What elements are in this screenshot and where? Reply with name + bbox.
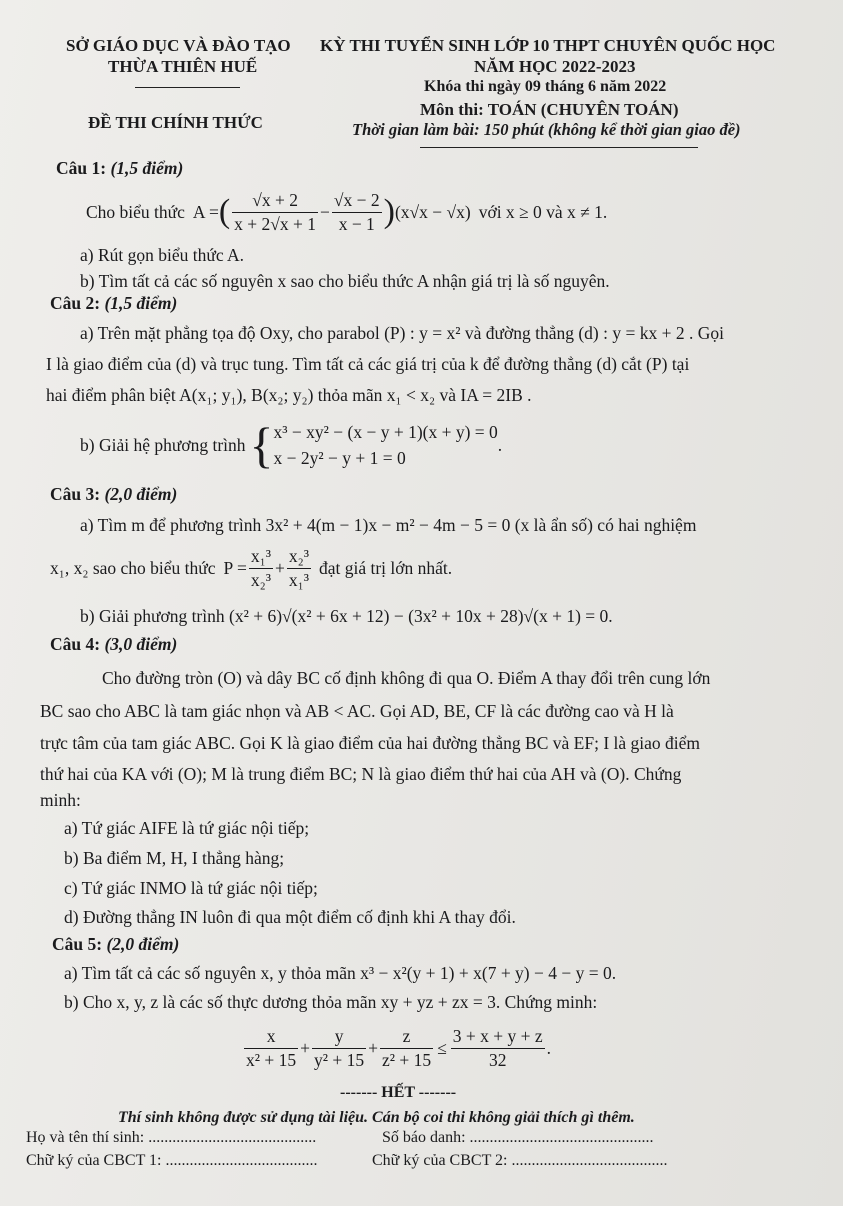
candidate-number-label: Số báo danh: .............................................. [382,1129,654,1146]
question-4-heading [50,634,177,655]
question-4a: a) Tứ giác AIFE là tứ giác nội tiếp; [64,818,310,838]
question-5-heading [52,934,179,955]
candidate-name-label: Họ và tên thí sinh: .......................................... [26,1129,317,1146]
question-1-heading [56,158,183,179]
close-paren: ) [383,193,395,230]
fraction-1 [232,190,318,235]
open-paren: ( [218,193,231,230]
department-line-2: THỪA THIÊN HUẾ [108,57,258,76]
question-4-title: Câu 4: [50,634,101,654]
expr-p-lhs: P = [223,557,247,578]
question-2a-line-3: hai điểm phân biệt A(x₁; y₁), B(x₂; y₂) thỏa mãn x₁ < x₂ và IA = 2IB . [46,385,532,405]
question-4-paragraph-1: Cho đường tròn (O) và dây BC cố định không đi qua O. Điểm A thay đổi trên cung lớn [102,668,711,688]
invigilator-2-signature-label: Chữ ký của CBCT 2: ....................................... [372,1152,668,1169]
question-5b: b) Cho x, y, z là các số thực dương thỏa mãn xy + yz + zx = 3. Chứng minh: [64,992,598,1012]
plus-sign: + [300,1037,310,1058]
ineq-rhs-numerator: 3 + x + y + z [451,1026,545,1049]
question-3a-line-1: a) Tìm m để phương trình 3x² + 4(m − 1)x − m² − 4m − 5 = 0 (x là ẩn số) có hai nghiệm [80,515,697,535]
exam-duration: Thời gian làm bài: 150 phút (không kể thời gian giao đề) [352,120,741,139]
question-3-title: Câu 3: [50,484,101,504]
question-4-paragraph-5: minh: [40,790,81,810]
question-1-points: (1,5 điểm) [110,158,184,178]
ineq-fraction-z-denominator: z² + 15 [382,1049,432,1070]
question-3b: b) Giải phương trình (x² + 6)√(x² + 6x + 12) − (3x² + 10x + 28)√(x + 1) = 0. [80,606,613,626]
p-fraction-1-numerator: x₁³ [249,546,273,569]
question-2a-line-2: I là giao điểm của (d) và trục tung. Tìm tất cả các giá trị của k để đường thẳng (d) cắt (P) tại [46,354,690,374]
footer-note: Thí sinh không được sử dụng tài liệu. Cán bộ coi thi không giải thích gì thêm. [118,1109,635,1126]
end-marker: ------- HẾT ------- [340,1084,457,1101]
plus-sign: + [274,557,285,578]
question-4d: d) Đường thẳng IN luôn đi qua một điểm cố định khi A thay đổi. [64,907,516,927]
question-4-paragraph-2: BC sao cho ABC là tam giác nhọn và AB < AC. Gọi AD, BE, CF là các đường cao và H là [40,701,674,721]
p-fraction-2 [287,546,311,591]
question-3a-line-2 [50,540,452,596]
ineq-fraction-z-numerator: z [380,1026,433,1049]
school-year: NĂM HỌC 2022-2023 [474,57,636,76]
question-3a-prefix: x₁, x₂ sao cho biểu thức [50,557,216,578]
leq-sign: ≤ [437,1037,447,1058]
fraction-2 [332,190,382,235]
system-equation-1: x³ − xy² − (x − y + 1)(x + y) = 0 [273,422,498,442]
department-underline [135,87,240,88]
system-period: . [497,434,503,455]
ineq-rhs-fraction [451,1026,545,1071]
question-1b: b) Tìm tất cả các số nguyên x sao cho biểu thức A nhận giá trị là số nguyên. [80,271,610,291]
expr-condition: với x ≥ 0 và x ≠ 1. [478,201,608,222]
ineq-fraction-y-numerator: y [312,1026,366,1049]
question-2a-line-1: a) Trên mặt phẳng tọa độ Oxy, cho parabol (P) : y = x² và đường thẳng (d) : y = kx + 2 . Gọi [80,323,724,343]
exam-subject: Môn thi: TOÁN (CHUYÊN TOÁN) [420,100,679,119]
system-equation-2: x − 2y² − y + 1 = 0 [273,448,406,468]
department-line-1: SỞ GIÁO DỤC VÀ ĐÀO TẠO [66,36,291,55]
question-5-title: Câu 5: [52,934,103,954]
question-3-points: (2,0 điểm) [104,484,178,504]
fraction-2-denominator: x − 1 [338,213,375,234]
question-5-points: (2,0 điểm) [106,934,180,954]
question-4-paragraph-3: trực tâm của tam giác ABC. Gọi K là giao điểm của hai đường thẳng BC và EF; I là giao điểm [40,733,701,753]
plus-sign: + [368,1037,378,1058]
question-3a-suffix: đạt giá trị lớn nhất. [318,557,453,578]
question-2b [80,414,502,476]
question-3-heading [50,484,177,505]
exam-title: KỲ THI TUYỂN SINH LỚP 10 THPT CHUYÊN QUỐC HỌC [320,36,776,55]
duration-underline [420,147,698,148]
p-fraction-1 [249,546,273,591]
exam-date: Khóa thi ngày 09 tháng 6 năm 2022 [424,78,667,95]
question-2-title: Câu 2: [50,293,101,313]
system-brace: { [249,417,274,473]
ineq-fraction-x-numerator: x [244,1026,298,1049]
question-4-points: (3,0 điểm) [104,634,178,654]
ineq-period: . [546,1037,552,1058]
question-2-points: (1,5 điểm) [104,293,178,313]
question-1-expression [86,184,607,240]
expr-factor: (x√x − √x) [394,201,471,222]
question-5a: a) Tìm tất cả các số nguyên x, y thỏa mãn x³ − x²(y + 1) + x(7 + y) − 4 − y = 0. [64,963,617,983]
question-2-heading [50,293,177,314]
invigilator-1-signature-label: Chữ ký của CBCT 1: ...................................... [26,1152,318,1169]
ineq-fraction-z [380,1026,433,1071]
question-4b: b) Ba điểm M, H, I thẳng hàng; [64,848,285,868]
question-1-title: Câu 1: [56,158,107,178]
question-4-paragraph-4: thứ hai của KA với (O); M là trung điểm BC; N là giao điểm thứ hai của AH và (O). Chứng [40,764,682,784]
ineq-fraction-y [312,1026,366,1071]
ineq-fraction-y-denominator: y² + 15 [314,1049,365,1070]
fraction-2-numerator: √x − 2 [332,190,382,213]
ineq-fraction-x [244,1026,298,1071]
fraction-1-numerator: √x + 2 [232,190,318,213]
ineq-fraction-x-denominator: x² + 15 [246,1049,297,1070]
ineq-rhs-denominator: 32 [488,1049,507,1070]
question-1a: a) Rút gọn biểu thức A. [80,245,245,265]
question-2b-intro: b) Giải hệ phương trình [80,434,246,455]
expr-a-lhs: A = [192,201,219,222]
official-label: ĐỀ THI CHÍNH THỨC [88,113,263,132]
question-5b-inequality [242,1020,551,1076]
p-fraction-2-numerator: x₂³ [287,546,311,569]
minus-sign: − [320,201,330,222]
fraction-1-denominator: x + 2√x + 1 [234,213,317,234]
equation-system [274,419,498,471]
question-1-intro: Cho biểu thức [86,201,185,222]
p-fraction-1-denominator: x₂³ [250,569,271,590]
p-fraction-2-denominator: x₁³ [288,569,309,590]
question-4c: c) Tứ giác INMO là tứ giác nội tiếp; [64,878,318,898]
